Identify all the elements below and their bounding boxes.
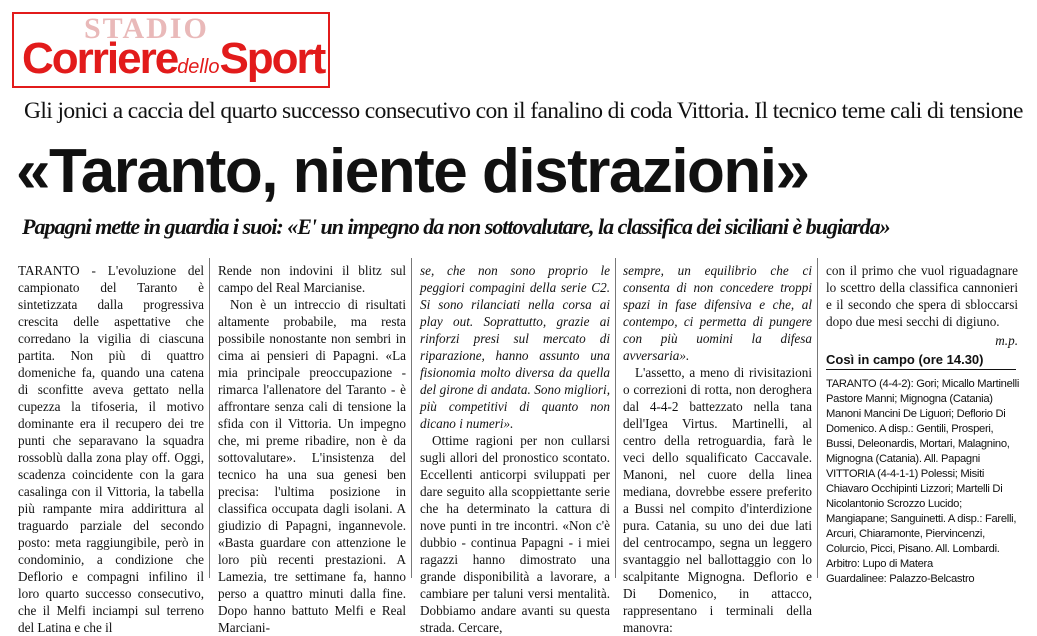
paragraph: L'assetto, a meno di rivisitazioni o correzioni di rotta, non deroghera dal 4-4-2 battezzato nella tana dell'Igea Virtus. Martinelli, al centro della retroguardia, farà le veci dello squalificato Caccavale. Manoni, nel cuore della linea mediana, dovrebbe essere preferito a Bussi nel compito d'interdizione pura. Catania, su uno dei due lati del centrocampo, segna un leggero svantaggio nel ballottaggio con lo scalpitante Mignogna. Deflorio e Di Domenico, in attacco, rappresentano i terminali della manovra: [623,365,812,635]
lineup-entry: VITTORIA (4-4-1-1) Polessi; Misiti Chiavaro Occhipinti Lizzori; Martelli Di Nicolantonio Scrozzo Lucido; Mangiapane; Sanguinetti. A disp.: Farelli, Arcuri, Chiaramonte, Piervincenzi, Colurcio, Picci, Pisano. All. Lombardi. [826,468,1017,555]
lineup-entry: Guardalinee: Palazzo-Belcastro [826,573,975,585]
headline: «Taranto, niente distrazioni» [16,137,809,206]
column-divider [411,258,412,578]
lineup-box [826,377,1022,587]
column-divider [817,258,818,578]
overline: Gli jonici a caccia del quarto successo consecutivo con il fanalino di coda Vittoria. Il tecnico teme cali di tensione [24,98,1023,124]
subheadline: Papagni mette in guardia i suoi: «E' un impegno da non sottovalutare, la classifica dei siciliani è bugiarda» [22,214,890,239]
article-column-3 [420,262,610,636]
paragraph: TARANTO - L'evoluzione del campionato del Taranto è sintetizzata dalla progressiva crescita delle aspettative che corredano la vigilia di ciascuna partita. Non più di quattro domeniche fa, quando una catena di sconfitte aveva gettato nella cupezza la tifoseria, il motivo dominante era il recupero dei tre punti che separavano la squadra rossoblù dalla zona play off. Oggi, scadenza coincidente con la gara casalinga con il Vittoria, la tabella più rampante mira addirittura al traguardo parziale del secondo posto: meta raggiungibile, però in condominio, a condizione che Deflorio e compagni infilino il loro quarto successo consecutivo, che il Melfi inciampi sul terreno del Latina e che il [18,263,204,635]
author-signature: m.p. [995,333,1018,348]
paragraph: Ottime ragioni per non cullarsi sugli allori del pronostico scontato. Eccellenti anticorpi sviluppati per dare seguito alla scoppiettante serie che ha determinato la cattura di nove punti in tre incontri. «Non c'è dubbio - continua Papagni - i miei ragazzi hanno dimostrato una grande disponibilità a lavorare, a cambiare per taluni versi mentalità. Dobbiamo andare avanti su questa strada. Cercare, [420,433,610,635]
brand-end: Sport [219,34,325,83]
paragraph: Rende non indovini il blitz sul campo del Real Marcianise. [218,263,406,295]
paragraph: se, che non sono proprio le peggiori compagini della serie C2. Si sono rilanciati nella corsa ai play out. Soprattutto, grazie ai rinforzi presi sul mercato di riparazione, hanno assunto una fisionomia molto diversa da quella del girone di andata. Sono migliori, più competitivi di quanto non dicano i numeri». [420,263,610,431]
column-divider [615,258,616,578]
masthead-ghost-text: STADIO [84,12,209,45]
article-column-4 [623,262,812,636]
article-column-2 [218,262,406,636]
lineup-box-title: Così in campo (ore 14.30) [826,352,1016,370]
lineup-entry: TARANTO (4-4-2): Gori; Micallo Martinelli Pastore Manni; Mignogna (Catania) Manoni Mancini De Liguori; Deflorio Di Domenico. A disp.: Gentili, Prosperi, Bussi, Deleonardis, Mortari, Malagnino, Mignogna (Catania). All. Papagni [826,378,1020,465]
article-column-5 [826,262,1018,349]
paragraph: sempre, un equilibrio che ci consenta di non concedere troppi spazi in fase difensiva e che, al contempo, ci permetta di pungere con più uomini la difesa avversaria». [623,263,812,363]
brand-small: dello [177,56,220,78]
brand-main: Corriere [22,34,178,83]
article-column-1 [18,262,204,636]
lineup-entry: Arbitro: Lupo di Matera [826,558,933,570]
masthead-logo [12,12,330,88]
paragraph: Non è un intreccio di risultati altamente probabile, ma resta possibile nonostante non sembri in cima ai pensieri di Papagni. «La mia principale preoccupazione - rimarca l'allenatore del Taranto - è affrontare senza cali di tensione la sfida con il Vittoria. Un impegno che, mi preme ribadire, non è da sottovalutare». L'insistenza del tecnico ha una sua genesi ben precisa: l'ultima posizione in classifica occupata dagli isolani. A giudizio di Papagni, ingannevole. «Basta guardare con attenzione le loro più recenti prestazioni. A Lamezia, tre settimane fa, hanno perso a quattro minuti dalla fine. Dopo hanno battuto Melfi e Real Marciani- [218,297,406,635]
paragraph: con il primo che vuol riguadagnare lo scettro della classifica cannonieri e il secondo che spera di sbloccarsi dopo due mesi secchi di digiuno. [826,263,1018,329]
column-divider [209,258,210,578]
masthead-brand [22,34,324,84]
